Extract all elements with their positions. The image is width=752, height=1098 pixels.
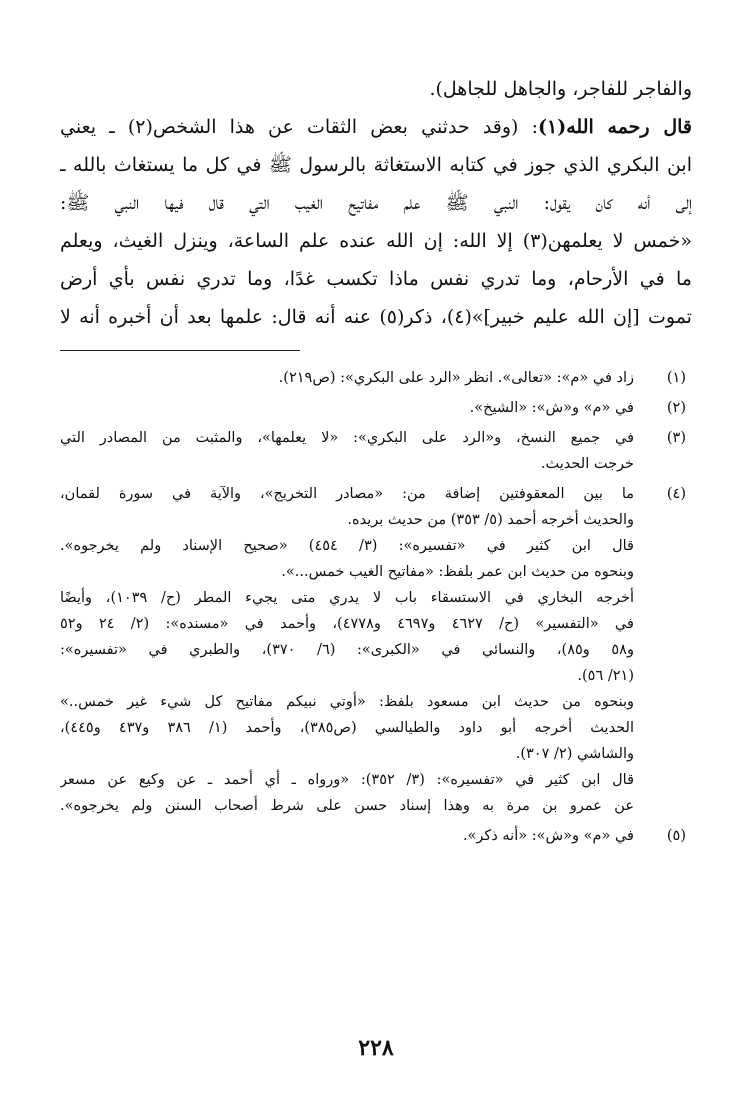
- footnote-line: في جميع النسخ، و«الرد على البكري»: «لا يعلمها»، والمثبت من المصادر التي: [60, 430, 634, 446]
- footnote-line: في «م» و«ش»: «الشيخ».: [469, 400, 634, 416]
- footnote-line: ما بين المعقوفتين إضافة من: «مصادر التخريج»، والآية في سورة لقمان،: [60, 486, 634, 502]
- footnote-line: وبنحوه من حديث ابن مسعود بلفظ: «أوتي نبيكم مفاتيح كل شيء غير خمس..»: [60, 694, 634, 710]
- footnote-body: [60, 425, 634, 477]
- main-line-7: تموت [إن الله عليم خبير]»(٤)، ذكر(٥) عنه أنه قال: علمها بعد أن أخبره أنه لا: [60, 306, 692, 328]
- main-line-2: قال رحمه الله(١): (وقد حدثني بعض الثقات عن هذا الشخص(٢) ـ يعني: [60, 116, 692, 138]
- footnote-5: [60, 823, 692, 849]
- footnotes: [60, 365, 692, 849]
- footnote-body: [60, 823, 634, 849]
- footnote-4: [60, 481, 692, 819]
- footnote-line: (٢١/ ٥٦).: [577, 668, 634, 684]
- footnote-number: (٥): [666, 828, 686, 844]
- footnote-line: في «م» و«ش»: «أنه ذكر».: [462, 828, 634, 844]
- footnote-line: في «التفسير» (ح/ ٤٦٢٧ و٤٦٩٧ و٤٧٧٨)، وأحمد في «مسنده»: (٢/ ٢٤ و٥٢: [60, 616, 634, 632]
- footnote-line: عن عمرو بن مرة به وهذا إسناد حسن على شرط أصحاب السنن ولم يخرجوه».: [60, 798, 634, 814]
- footnote-1: [60, 365, 692, 391]
- footnote-2: [60, 395, 692, 421]
- footnote-line: قال ابن كثير في «تفسيره»: (٣/ ٣٥٢): «ورواه ـ أي أحمد ـ عن وكيع عن مسعر: [60, 772, 634, 788]
- footnote-body: [60, 481, 634, 819]
- footnote-line: زاد في «م»: «تعالى». انظر «الرد على البكري»: (ص٢١٩).: [278, 370, 634, 386]
- page-content: [60, 70, 692, 853]
- footnote-line: وبنحوه من حديث ابن عمر بلفظ: «مفاتيح الغيب خمس...».: [281, 564, 634, 580]
- footnote-body: [60, 365, 634, 391]
- footnote-number: (٣): [666, 430, 686, 446]
- main-line-1: والفاجر للفاجر، والجاهل للجاهل).: [429, 78, 692, 100]
- footnote-line: قال ابن كثير في «تفسيره»: (٣/ ٤٥٤) «صحيح الإسناد ولم يخرجوه».: [60, 538, 634, 554]
- footnote-line: أخرجه البخاري في الاستسقاء باب لا يدري متى يجيء المطر (ح/ ١٠٣٩)، وأيضًا: [60, 590, 634, 606]
- footnote-number: (١): [666, 370, 686, 386]
- page-number: ٢٢٨: [358, 1035, 394, 1061]
- footnote-body: [60, 395, 634, 421]
- main-line-3: ابن البكري الذي جوز في كتابه الاستغاثة بالرسول ﷺ في كل ما يستغاث بالله ـ: [60, 154, 692, 176]
- footnote-number: (٤): [666, 486, 686, 502]
- footnote-line: خرجت الحديث.: [540, 456, 634, 472]
- lead-phrase: قال رحمه الله(١): [538, 116, 692, 138]
- main-line-6: ما في الأرحام، وما تدري نفس ماذا تكسب غدًا، وما تدري نفس بأي أرض: [60, 268, 692, 290]
- footnote-line: والحديث أخرجه أحمد (٥/ ٣٥٣) من حديث بريده.: [347, 512, 634, 528]
- main-line-4: إلى أنه كان يقول: النبي ﷺ علم مفاتيح الغيب التي قال فيها النبي ﷺ:: [60, 192, 692, 214]
- main-line-5: «خمس لا يعلمهن(٣) إلا الله: إن الله عنده علم الساعة، وينزل الغيث، ويعلم: [60, 230, 692, 252]
- footnote-separator: [60, 350, 300, 351]
- footnote-3: [60, 425, 692, 477]
- main-text: [60, 70, 692, 336]
- footnote-number: (٢): [666, 400, 686, 416]
- footnote-line: و٥٨ و٨٥)، والنسائي في «الكبرى»: (٦/ ٣٧٠)، والطبري في «تفسيره»:: [60, 642, 634, 658]
- footnote-line: والشاشي (٢/ ٣٠٧).: [515, 746, 634, 762]
- footnote-line: الحديث أخرجه أبو داود والطيالسي (ص٣٨٥)، وأحمد (١/ ٣٨٦ و٤٣٧ و٤٤٥)،: [60, 720, 634, 736]
